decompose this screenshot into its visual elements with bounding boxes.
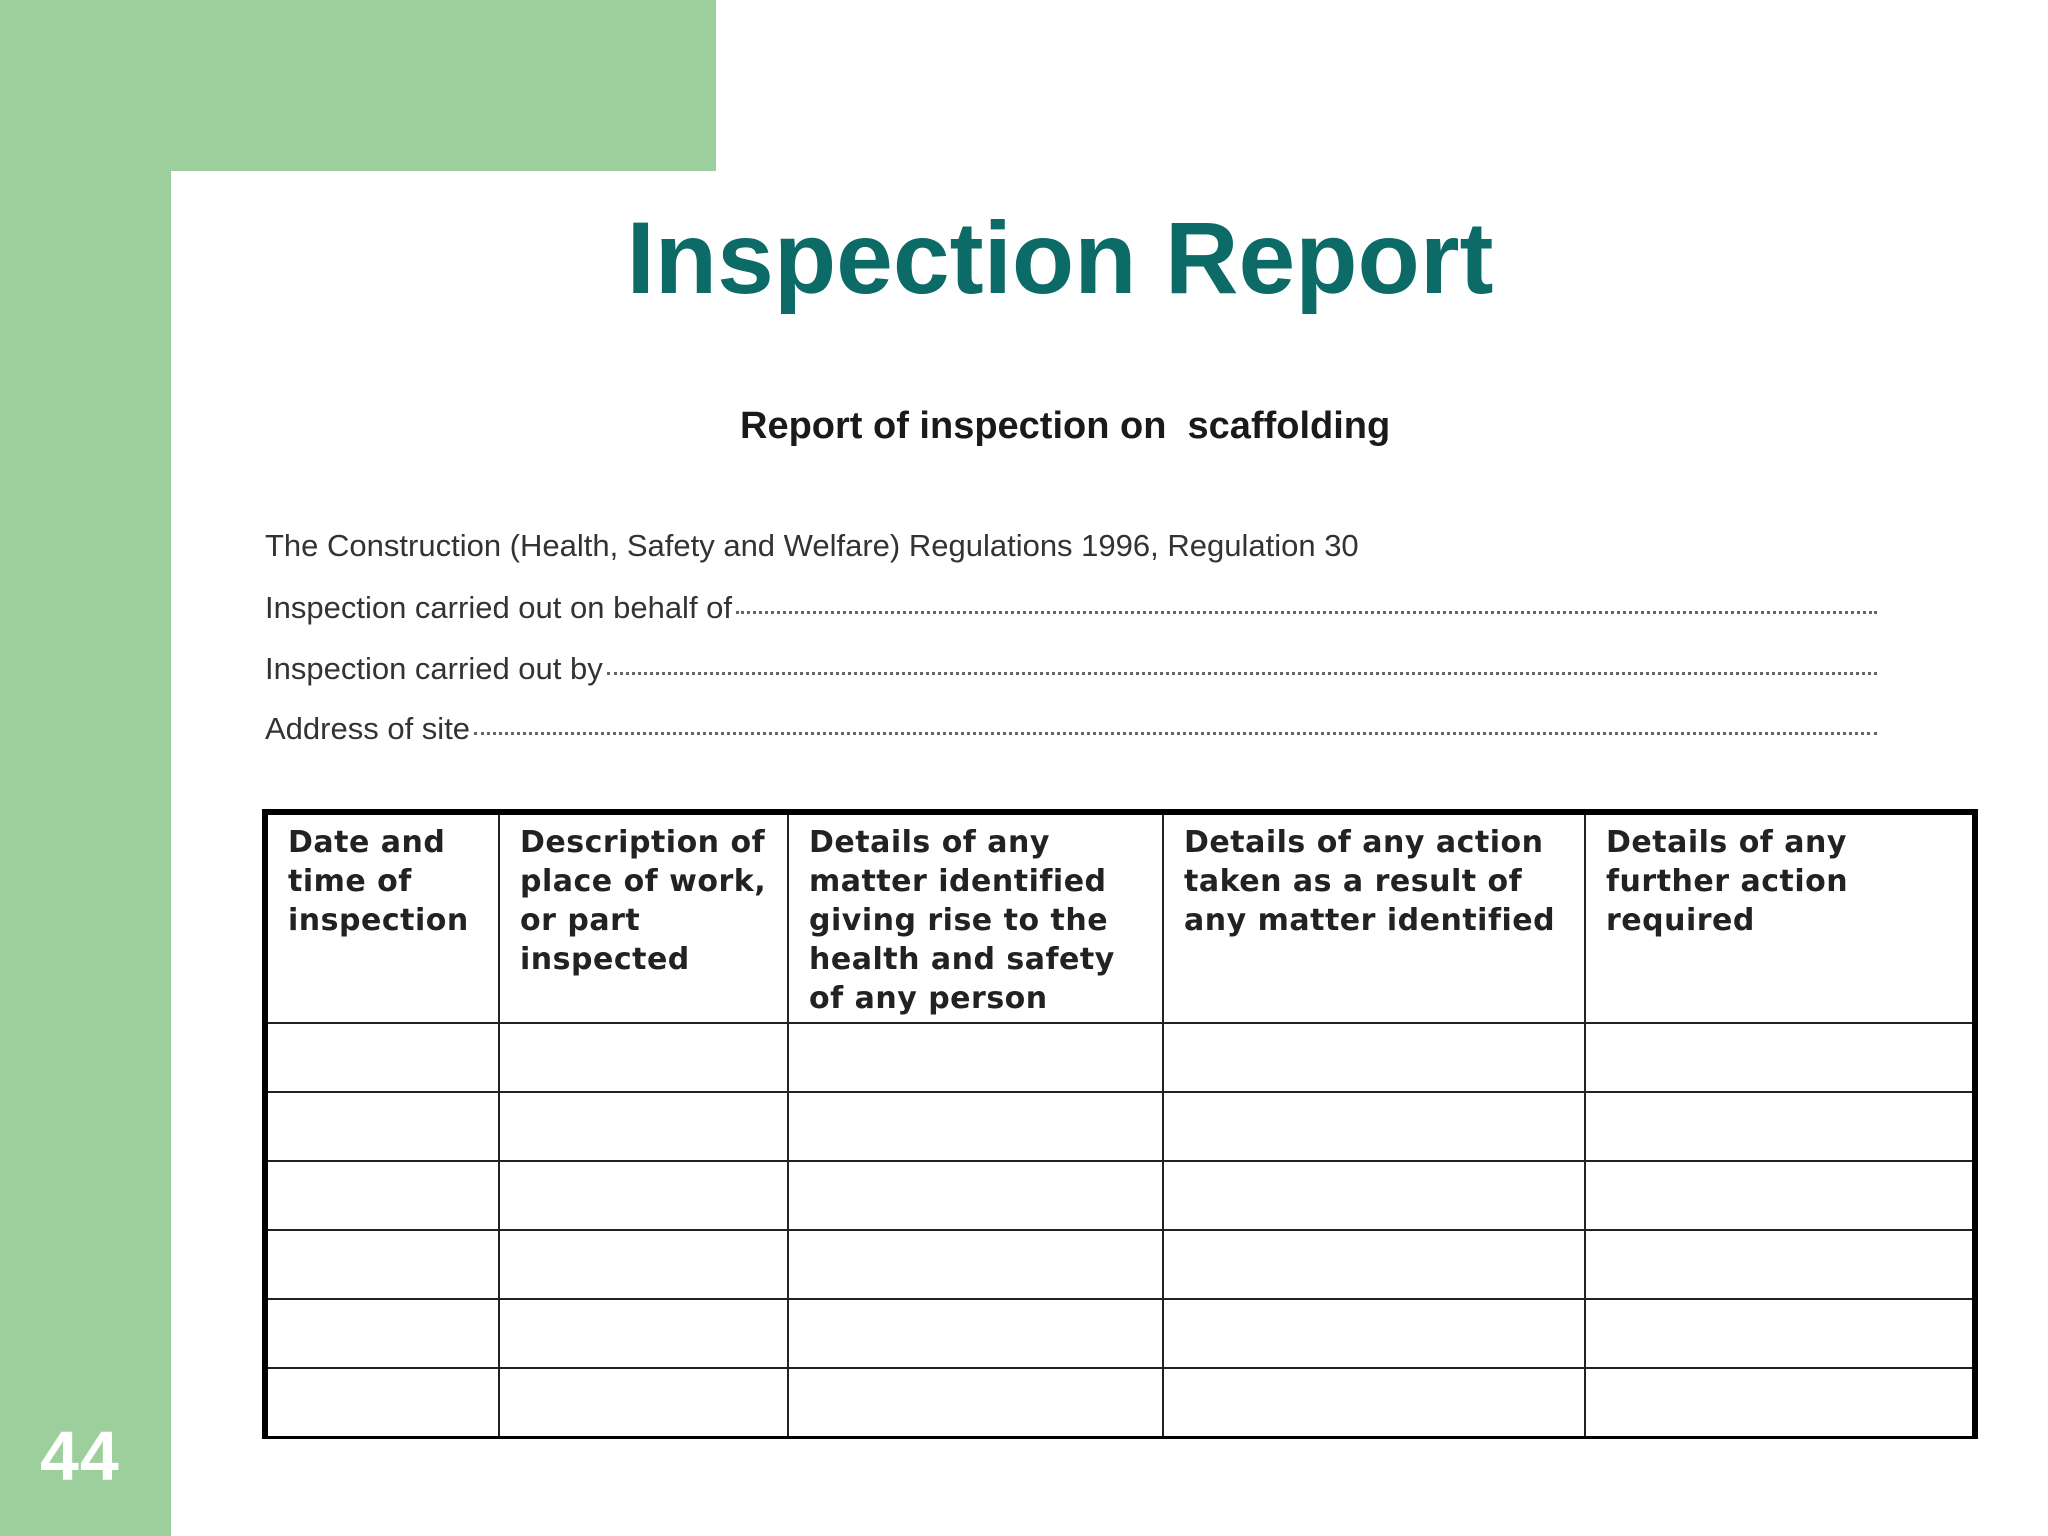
table-cell[interactable] <box>499 1368 788 1437</box>
column-header-further-action: Details of any further action required <box>1585 812 1975 1023</box>
column-header-matter-identified: Details of any matter identified giving rise to the health and safety of any person <box>788 812 1163 1023</box>
field-carried-out-by <box>265 651 1877 687</box>
top-accent-band <box>0 0 716 171</box>
table-cell[interactable] <box>788 1161 1163 1230</box>
column-header-date-time: Date and time of inspection <box>265 812 499 1023</box>
field-label: Address of site <box>265 711 471 746</box>
table-cell[interactable] <box>788 1023 1163 1092</box>
table-cell[interactable] <box>1585 1299 1975 1368</box>
table-row <box>265 1230 1975 1299</box>
column-header-place-of-work: Description of place of work, or part inspected <box>499 812 788 1023</box>
table-cell[interactable] <box>265 1161 499 1230</box>
form-subtitle: Report of inspection on scaffolding <box>740 405 1391 447</box>
field-on-behalf-of <box>265 590 1877 626</box>
table-cell[interactable] <box>1163 1230 1585 1299</box>
left-accent-band <box>0 0 171 1536</box>
table-header-row <box>265 812 1975 1023</box>
table-row <box>265 1299 1975 1368</box>
table-cell[interactable] <box>1163 1299 1585 1368</box>
table-cell[interactable] <box>1585 1230 1975 1299</box>
dotted-fill-line <box>736 611 1877 614</box>
table-cell[interactable] <box>1585 1368 1975 1437</box>
table-row <box>265 1368 1975 1437</box>
dotted-fill-line <box>607 672 1877 675</box>
table-cell[interactable] <box>788 1230 1163 1299</box>
table-cell[interactable] <box>265 1230 499 1299</box>
column-header-action-taken: Details of any action taken as a result of any matter identified <box>1163 812 1585 1023</box>
dotted-fill-line <box>474 732 1877 735</box>
table-cell[interactable] <box>265 1299 499 1368</box>
table-cell[interactable] <box>1585 1023 1975 1092</box>
table-cell[interactable] <box>1585 1161 1975 1230</box>
table-cell[interactable] <box>788 1299 1163 1368</box>
table-cell[interactable] <box>1585 1092 1975 1161</box>
field-label: Inspection carried out on behalf of <box>265 590 733 625</box>
slide-title: Inspection Report <box>626 201 1494 315</box>
table-cell[interactable] <box>499 1092 788 1161</box>
slide-number: 44 <box>40 1417 120 1495</box>
table-cell[interactable] <box>265 1368 499 1437</box>
table-cell[interactable] <box>788 1092 1163 1161</box>
field-label: Inspection carried out by <box>265 651 603 686</box>
regulation-line: The Construction (Health, Safety and Welfare) Regulations 1996, Regulation 30 <box>265 528 1359 563</box>
table-row <box>265 1092 1975 1161</box>
table-row <box>265 1161 1975 1230</box>
table-cell[interactable] <box>1163 1368 1585 1437</box>
table-cell[interactable] <box>499 1230 788 1299</box>
field-address-of-site <box>265 711 1877 747</box>
table-body <box>265 1023 1975 1437</box>
table-cell[interactable] <box>499 1023 788 1092</box>
inspection-table <box>262 809 1978 1439</box>
table-cell[interactable] <box>265 1092 499 1161</box>
table-row <box>265 1023 1975 1092</box>
table-cell[interactable] <box>1163 1161 1585 1230</box>
table-cell[interactable] <box>499 1161 788 1230</box>
table-cell[interactable] <box>499 1299 788 1368</box>
table-cell[interactable] <box>788 1368 1163 1437</box>
table-cell[interactable] <box>1163 1023 1585 1092</box>
table-cell[interactable] <box>265 1023 499 1092</box>
table-cell[interactable] <box>1163 1092 1585 1161</box>
